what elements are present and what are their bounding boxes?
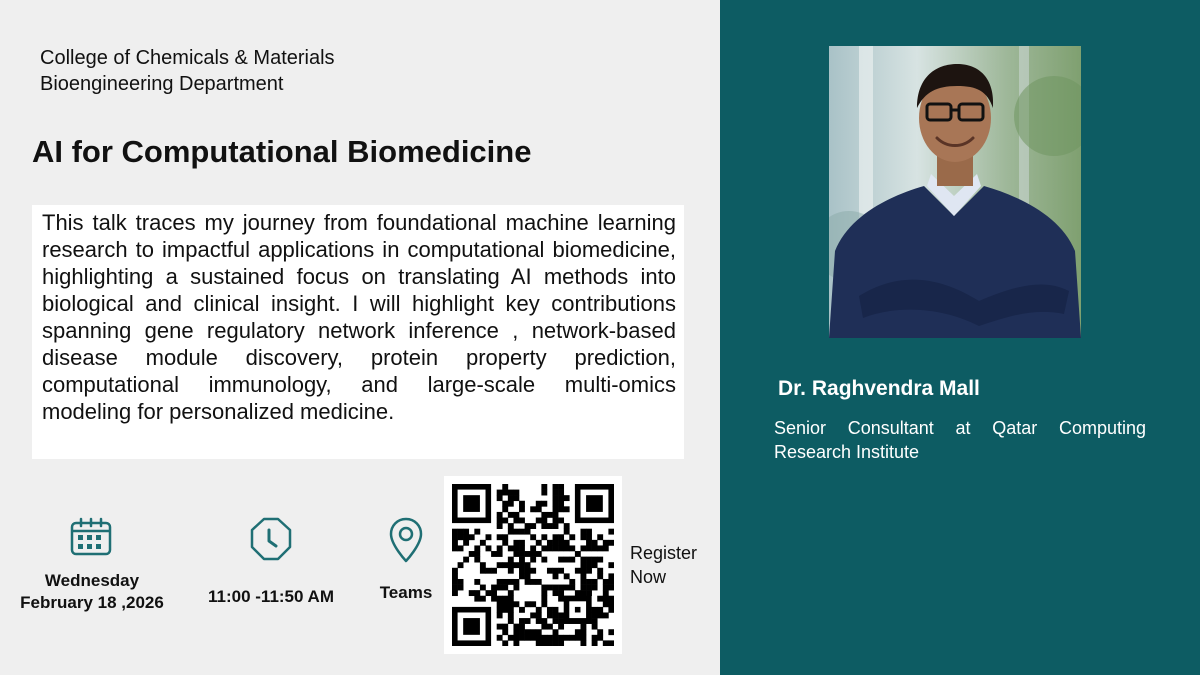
event-day: Wednesday [44, 571, 140, 590]
registration-qr-code[interactable] [444, 476, 622, 654]
college-heading [40, 45, 335, 97]
clock-icon [248, 516, 294, 562]
now-text: Now [630, 567, 667, 587]
college-name: College of Chemicals & Materials [40, 47, 335, 69]
talk-abstract: This talk traces my journey from foundational machine learning research to impactful applications in computational biomedicine, highlighting a sustained focus on translating AI methods into biological and clinical insight. I will highlight key contributions spanning gene regulatory network inference , network-based disease module discovery, protein property prediction, computational immunology, and large-scale multi-omics modeling for personalized medicine. [32, 205, 684, 459]
event-time-text: 11:00 -11:50 AM [208, 587, 334, 606]
register-now-label [630, 541, 710, 589]
register-text: Register [630, 543, 698, 563]
speaker-role: Senior Consultant at Qatar Computing Research Institute [774, 418, 1146, 462]
event-location [370, 516, 442, 604]
speaker-photo [829, 46, 1081, 338]
event-date [12, 516, 172, 614]
qr-code-image [452, 484, 614, 646]
event-time [196, 516, 346, 608]
calendar-icon [69, 516, 115, 558]
event-date-text: February 18 ,2026 [20, 593, 164, 612]
department-name: Bioengineering Department [40, 73, 284, 95]
location-pin-icon [388, 516, 424, 564]
talk-title: AI for Computational Biomedicine [32, 134, 532, 169]
speaker-name: Dr. Raghvendra Mall [778, 377, 980, 400]
event-location-text: Teams [379, 583, 433, 602]
